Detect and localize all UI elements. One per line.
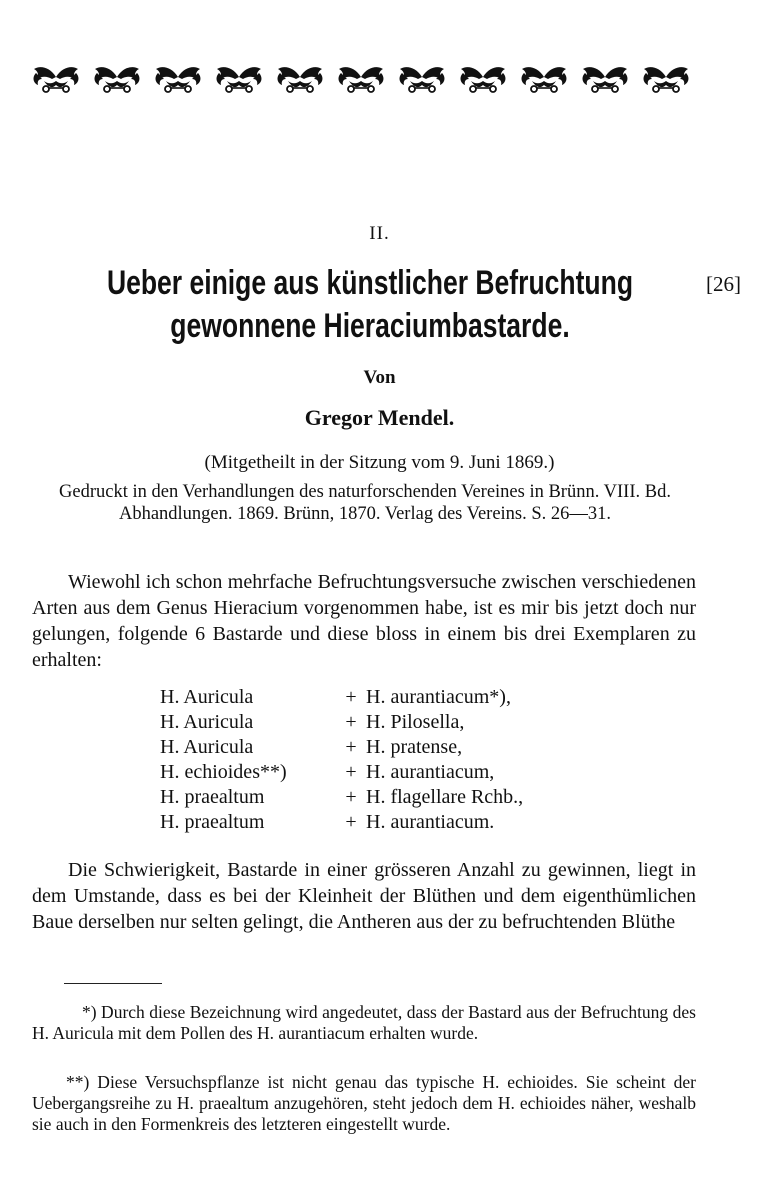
- title-line-2: gewonnene Hieraciumbastarde.: [170, 307, 570, 345]
- fleuron-ornament-icon: [579, 63, 631, 95]
- hybrid-father: H. Pilosella,: [366, 711, 465, 733]
- author-name: Gregor Mendel.: [304, 405, 455, 430]
- communication-date: (Mitgetheilt in der Sitzung vom 9. Juni 1869.): [204, 452, 555, 473]
- hybrid-mother: H. Auricula: [160, 736, 254, 758]
- footnote-2: **) Diese Versuchspflanze ist nicht genau das typische H. echioides. Sie scheint der Uebergangsreihe zu H. praealtum anzugehören, steht jedoch dem H. echioides näher, weshalb sie auch in den Formenkreis des letzteren eingestellt wurde.: [32, 1072, 696, 1134]
- section-number: II.: [369, 223, 390, 244]
- cross-sign: +: [345, 811, 357, 833]
- hybrid-row: [160, 710, 600, 735]
- cross-sign: +: [345, 711, 357, 733]
- fleuron-ornament-icon: [396, 63, 448, 95]
- hybrid-mother: H. praealtum: [160, 811, 265, 833]
- fleuron-ornament-icon: [152, 63, 204, 95]
- title-line-1: Ueber einige aus künstlicher Befruchtung: [106, 264, 634, 302]
- fleuron-ornament-icon: [91, 63, 143, 95]
- hybrid-father: H. aurantiacum*),: [366, 686, 511, 708]
- footnote-divider: [64, 983, 162, 984]
- paragraph-2: Die Schwierigkeit, Bastarde in einer grösseren Anzahl zu gewinnen, liegt in dem Umstande, dass es bei der Kleinheit der Blüthen und dem eigenthümlichen Baue derselben nur selten gelingt, die Antheren aus der zu befruchtenden Blüthe: [32, 859, 696, 933]
- original-page-reference: [26]: [706, 272, 741, 296]
- fleuron-ornament-icon: [335, 63, 387, 95]
- cross-sign: +: [345, 736, 357, 758]
- hybrid-list: [160, 685, 600, 835]
- hybrid-row: [160, 760, 600, 785]
- hybrid-mother: H. Auricula: [160, 686, 254, 708]
- hybrid-mother: H. echioides**): [160, 761, 287, 783]
- cross-sign: +: [345, 786, 357, 808]
- fleuron-ornament-icon: [640, 63, 692, 95]
- footnote-1: *) Durch diese Bezeichnung wird angedeutet, dass der Bastard aus der Befruchtung des H. Auricula mit dem Pollen des H. aurantiacum erhalten wurde.: [32, 1002, 696, 1043]
- hybrid-row: [160, 785, 600, 810]
- hybrid-father: H. aurantiacum.: [366, 811, 495, 833]
- byline-von: Von: [363, 367, 396, 388]
- cross-sign: +: [345, 686, 357, 708]
- paragraph-1: Wiewohl ich schon mehrfache Befruchtungsversuche zwischen verschiedenen Arten aus dem Genus Hieracium vorgenommen habe, ist es mir bis jetzt doch nur gelungen, folgende 6 Bastarde und diese bloss in einem bis drei Exemplaren zu erhalten:: [32, 571, 696, 671]
- cross-sign: +: [345, 761, 357, 783]
- hybrid-row: [160, 810, 600, 835]
- hybrid-father: H. pratense,: [366, 736, 463, 758]
- hybrid-row: [160, 685, 600, 710]
- hybrid-father: H. flagellare Rchb.,: [366, 786, 524, 808]
- hybrid-row: [160, 735, 600, 760]
- fleuron-ornament-icon: [213, 63, 265, 95]
- publication-note: Gedruckt in den Verhandlungen des naturforschenden Vereines in Brünn. VIII. Bd. Abhandlungen. 1869. Brünn, 1870. Verlag des Vereins. S. 26—31.: [59, 482, 671, 524]
- fleuron-ornament-icon: [30, 63, 82, 95]
- hybrid-mother: H. praealtum: [160, 786, 265, 808]
- fleuron-ornament-icon: [457, 63, 509, 95]
- article-title: [20, 262, 720, 348]
- hybrid-mother: H. Auricula: [160, 711, 254, 733]
- fleuron-ornament-icon: [274, 63, 326, 95]
- hybrid-father: H. aurantiacum,: [366, 761, 495, 783]
- fleuron-ornament-icon: [518, 63, 570, 95]
- ornament-row: [30, 62, 692, 96]
